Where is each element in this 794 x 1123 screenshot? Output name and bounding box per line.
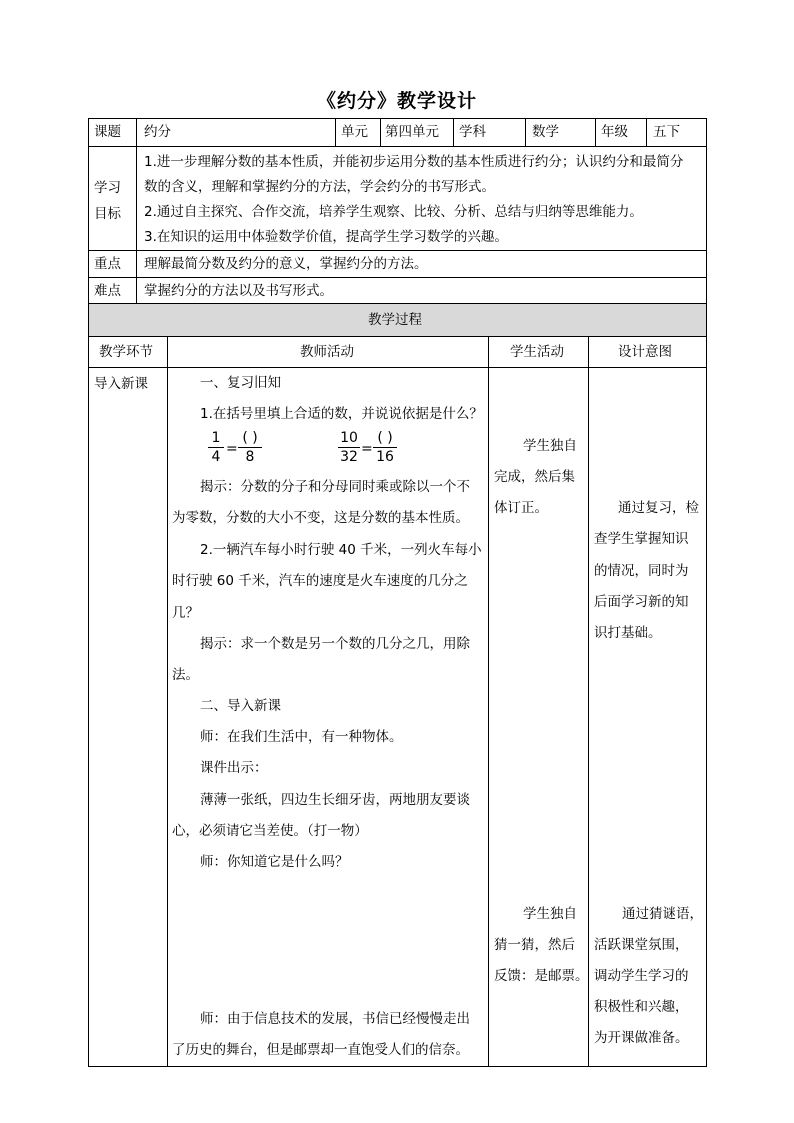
table-line (136, 118, 137, 304)
table-border-left (88, 118, 89, 1067)
fraction-1-left (208, 430, 224, 465)
intent-2-line-3: 调动学生学习的 (594, 968, 689, 984)
fraction-2-left (338, 430, 360, 465)
table-line (525, 118, 526, 146)
fraction-2-right (373, 430, 397, 465)
fraction-1-right (238, 430, 262, 465)
table-border-right (706, 118, 707, 1067)
riddle-line-1: 薄薄一张纸，四边生长细牙齿，两地朋友要谈 (200, 792, 470, 808)
col-header-teacher: 教师活动 (300, 344, 354, 360)
fraction-numerator: ( ) (377, 430, 393, 446)
fraction-bar (238, 447, 262, 448)
unit-label: 单元 (341, 124, 368, 140)
table-line (588, 336, 589, 1067)
grade-label: 年级 (601, 124, 628, 140)
intent-2-line-4: 积极性和兴趣， (594, 999, 689, 1015)
intent-2-line-5: 为开课做准备。 (594, 1030, 689, 1046)
table-line (380, 118, 381, 146)
student-activity-1-line-3: 体订正。 (494, 500, 548, 516)
fraction-denominator: 16 (376, 449, 394, 465)
fraction-denominator: 8 (245, 449, 255, 465)
fraction-numerator: 10 (340, 430, 358, 446)
grade-value: 五下 (653, 124, 680, 140)
subject-label: 学科 (459, 124, 486, 140)
table-line (595, 118, 596, 146)
teacher-line-3: 师：你知道它是什么吗？ (200, 854, 349, 870)
difficulty-text: 掌握约分的方法以及书写形式。 (144, 283, 333, 299)
student-activity-2-line-3: 反馈：是邮票。 (494, 968, 589, 984)
key-point-label: 重点 (94, 256, 121, 272)
difficulty-label: 难点 (94, 283, 121, 299)
fraction-bar (338, 447, 360, 448)
intro-heading: 二、导入新课 (200, 698, 281, 714)
table-line (88, 146, 707, 147)
goal-line-1: 1.进一步理解分数的基本性质，并能初步运用分数的基本性质进行约分；认识约分和最简分 (144, 154, 684, 170)
hint-1-line-2: 为零数，分数的大小不变，这是分数的基本性质。 (172, 510, 469, 526)
question-2-line-2: 时行驶 60 千米，汽车的速度是火车速度的几分之 (172, 573, 468, 589)
topic-value: 约分 (144, 124, 171, 140)
table-line (88, 336, 707, 337)
student-activity-1-line-1: 学生独自 (523, 438, 577, 454)
review-heading: 一、复习旧知 (200, 375, 281, 391)
process-heading: 教学过程 (368, 312, 422, 328)
teacher-line-4-2: 了历史的舞台，但是邮票却一直饱受人们的信奈。 (172, 1042, 469, 1058)
table-line (88, 250, 707, 251)
table-line (646, 118, 647, 146)
question-2-line-1: 2.一辆汽车每小时行驶 40 千米，一列火车每小 (200, 542, 482, 558)
goal-line-3: 2.通过自主探究、合作交流，培养学生观察、比较、分析、总结与归纳等思维能力。 (144, 204, 643, 220)
student-activity-2-line-1: 学生独自 (523, 906, 577, 922)
student-activity-2-line-2: 猜一猜，然后 (494, 937, 575, 953)
col-header-intent: 设计意图 (618, 344, 672, 360)
hint-1-line-1: 揭示：分数的分子和分母同时乘或除以一个不 (200, 479, 470, 495)
equals-sign: = (361, 441, 373, 457)
fraction-bar (373, 447, 397, 448)
table-line (88, 303, 707, 304)
subject-value: 数学 (532, 124, 559, 140)
teacher-line-2: 课件出示： (200, 760, 268, 776)
intent-1-line-3: 的情况，同时为 (594, 563, 689, 579)
question-2-line-3: 几？ (172, 605, 199, 621)
intent-1-line-4: 后面学习新的知 (594, 594, 689, 610)
unit-value: 第四单元 (385, 124, 439, 140)
intent-2-line-1: 通过猜谜语， (622, 906, 703, 922)
table-line (335, 118, 336, 146)
goals-label-2: 目标 (94, 206, 121, 222)
intent-1-line-2: 查学生掌握知识 (594, 531, 689, 547)
teacher-line-4-1: 师：由于信息技术的发展，书信已经慢慢走出 (200, 1011, 470, 1027)
student-activity-1-line-2: 完成，然后集 (494, 469, 575, 485)
table-line (167, 336, 168, 1067)
table-border-top (88, 118, 707, 119)
goal-line-4: 3.在知识的运用中体验数学价值，提高学生学习数学的兴趣。 (144, 229, 508, 245)
intent-1-line-1: 通过复习，检 (618, 500, 699, 516)
hint-2-line-1: 揭示：求一个数是另一个数的几分之几，用除 (200, 636, 470, 652)
fraction-denominator: 4 (211, 449, 221, 465)
table-line (88, 277, 707, 278)
topic-label: 课题 (94, 124, 121, 140)
key-point-text: 理解最简分数及约分的意义，掌握约分的方法。 (144, 256, 428, 272)
fraction-numerator: 1 (211, 430, 221, 446)
col-header-stage: 教学环节 (99, 344, 153, 360)
fraction-bar (208, 447, 224, 448)
page-title: 《约分》教学设计 (316, 90, 477, 112)
intent-1-line-5: 识打基础。 (594, 625, 662, 641)
col-header-student: 学生活动 (510, 344, 564, 360)
riddle-line-2: 心，必须请它当差使。（打一物） (172, 823, 368, 839)
goals-label-1: 学习 (94, 180, 121, 196)
hint-2-line-2: 法。 (172, 667, 199, 683)
stage-label: 导入新课 (94, 376, 148, 392)
fraction-denominator: 32 (340, 449, 358, 465)
goal-line-2: 数的含义，理解和掌握约分的方法，学会约分的书写形式。 (144, 179, 495, 195)
question-1: 1.在括号里填上合适的数，并说说依据是什么？ (200, 406, 483, 422)
teacher-line-1: 师：在我们生活中，有一种物体。 (200, 729, 403, 745)
fraction-numerator: ( ) (242, 430, 258, 446)
table-line (453, 118, 454, 146)
equals-sign: = (226, 441, 238, 457)
intent-2-line-2: 活跃课堂氛围， (594, 937, 689, 953)
